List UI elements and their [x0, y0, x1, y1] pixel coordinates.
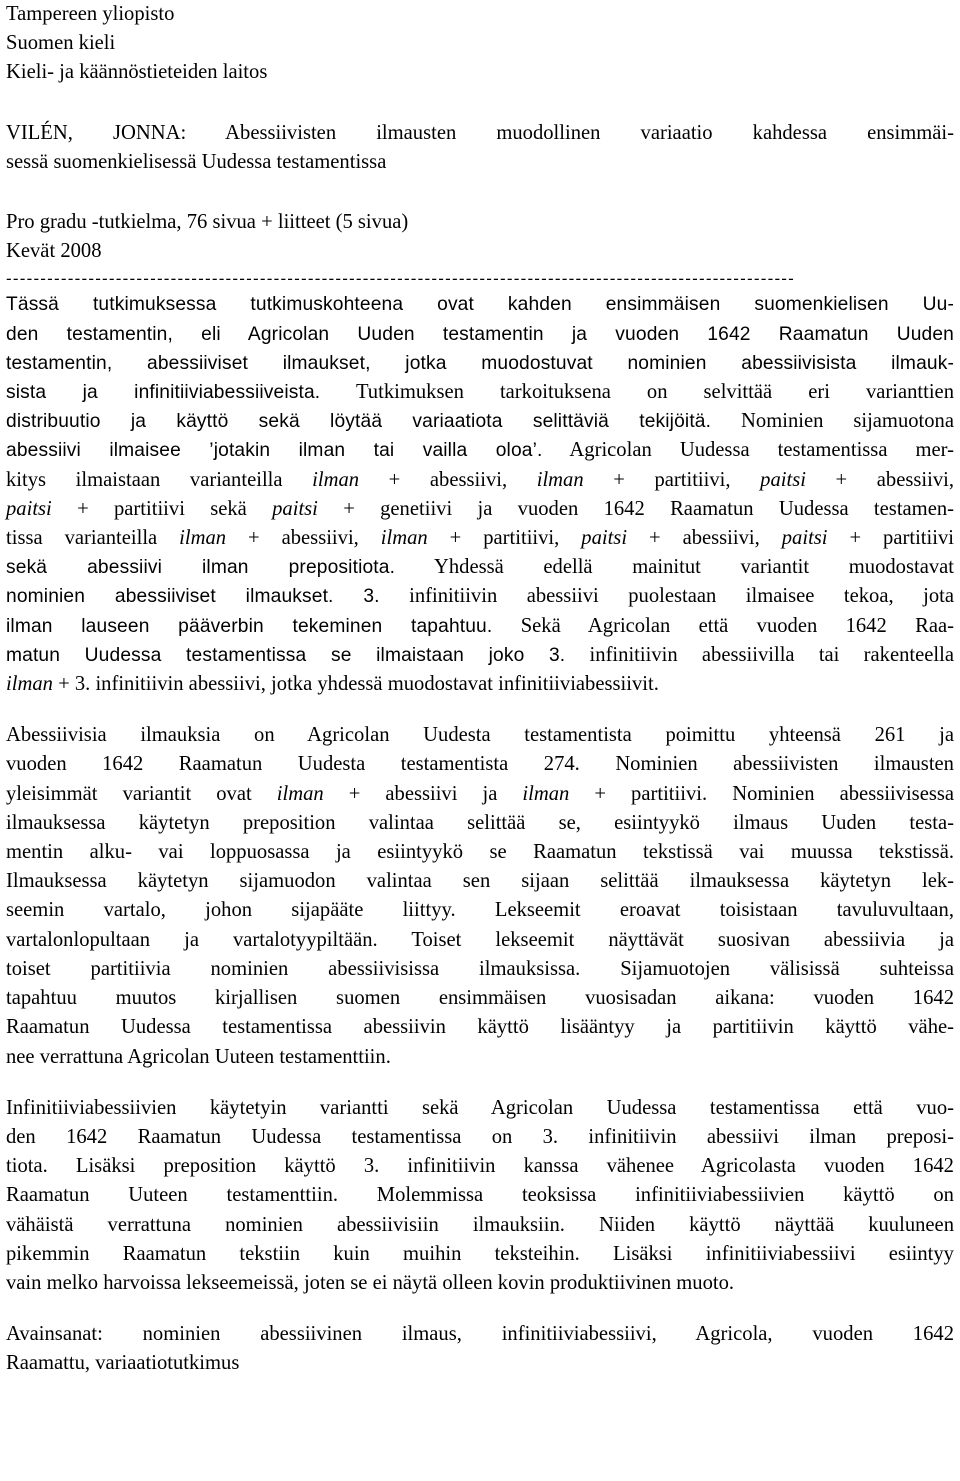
abstract-p2-line [6, 926, 954, 955]
abstract-p1-text: + partitiivi [827, 527, 954, 550]
abstract-p1-text: + partitiivi sekä [51, 497, 273, 520]
abstract-p1-text: + partitiivi, [427, 527, 582, 550]
abstract-p1-line [6, 553, 954, 582]
abstract-p3-line [6, 1211, 954, 1240]
abstract-p2-text: vuoden 1642 Raamatun Uudesta testamentista 274. [6, 753, 580, 776]
abstract-p1-line: den testamentin, eli Agricolan Uuden testamentin ja vuoden 1642 Raamatun Uuden [6, 323, 954, 345]
abstract-p3-line: Infinitiiviabessiivien käytetyin variantti sekä Agricolan Uudessa testamentissa että vuo- [6, 1096, 954, 1119]
abstract-p2-text: Nominien abessiivisessa [732, 782, 955, 805]
abstract-p1-text: sekä abessiivi ilman prepositiota. [6, 557, 396, 579]
work-type: Pro gradu -tutkielma, 76 sivua + liitteet (5 sivua) [6, 211, 409, 234]
italic-term: paitsi [6, 497, 52, 520]
abstract-p1-text: Tutkimuksen tarkoituksena on selvittää eri varianttien [355, 381, 954, 404]
spacer [6, 699, 954, 721]
abstract-p2-text: toiset partitiivia nominien abessiivisissa ilmauksissa. [6, 957, 581, 980]
abstract-p1-text: abessiivi ilmaisee ’jotakin ilman tai vailla oloa’. [6, 440, 543, 462]
abstract-p1-text: infinitiivin abessiivi puolestaan ilmaisee tekoa, jota [409, 585, 954, 608]
abstract-p1-text: matun Uudessa testamentissa se ilmaistaan joko 3. [6, 644, 566, 666]
abstract-p2-line [6, 955, 954, 984]
abstract-p3-line [6, 1240, 954, 1269]
spacer [6, 177, 954, 208]
abstract-p1-text: kitys ilmaistaan varianteilla [6, 468, 313, 491]
abstract-p2-text: Nominien abessiivisten ilmausten [615, 753, 954, 776]
abstract-p1-text: + abessiivi, [226, 527, 381, 550]
abstract-p3-line [6, 1181, 954, 1210]
spacer [6, 1298, 954, 1320]
abstract-p2-line: nee verrattuna Agricolan Uuteen testamenttiin. [6, 1045, 391, 1068]
abstract-p1-line [6, 524, 954, 553]
italic-term: ilman [380, 527, 428, 550]
abstract-p3-text: Raamatun Uuteen testamenttiin. [6, 1184, 339, 1207]
abstract-paragraph-2 [6, 721, 954, 1071]
dashed-divider: ------------------------------------------------------------------------------------------------------------------- [6, 269, 796, 289]
abstract-p2-text: Sijamuotojen välisissä suhteissa [620, 957, 954, 980]
abstract-p1-text: ilman lauseen pääverbin tekeminen tapahtuu. [6, 615, 493, 637]
abstract-p1-text: Sekä Agricolan että vuoden 1642 Raa- [520, 614, 954, 637]
abstract-p1-text: nominien abessiiviset ilmaukset. 3. [6, 586, 380, 608]
abstract-p2-line [6, 750, 954, 779]
abstract-p3-text: Lisäksi preposition käyttö 3. infinitiivin kanssa vähenee Agricolasta vuoden 1642 [75, 1155, 954, 1178]
abstract-p1-text: + 3. [52, 673, 91, 696]
department-name: Kieli- ja käännöstieteiden laitos [6, 61, 268, 84]
abstract-p1-line [6, 495, 954, 524]
abstract-p1-line [6, 641, 954, 670]
abstract-p1-line [6, 582, 954, 611]
abstract-p2-line: Raamatun Uudessa testamentissa abessiivin käyttö lisääntyy ja partitiivin käyttö vähe- [6, 1016, 954, 1039]
abstract-p2-text: yleisimmät variantit ovat [6, 782, 277, 805]
abstract-p2-line [6, 896, 954, 925]
abstract-paragraph-1 [6, 290, 954, 699]
abstract-p1-text: tissa varianteilla [6, 527, 180, 550]
abstract-p2-line: ilmauksessa käytetyn preposition valintaa selittää se, esiintyykö ilmaus Uuden testa- [6, 811, 954, 834]
abstract-p2-line: Ilmauksessa käytetyn sijamuodon valintaa sen sijaan selittää ilmauksessa käytetyn lek- [6, 870, 954, 893]
abstract-p1-text: + abessiivi, [627, 527, 782, 550]
abstract-p2-text: seemin vartalo, johon sijapääte liittyy. [6, 899, 456, 922]
italic-term: ilman [276, 782, 324, 805]
abstract-p2-line: mentin alku- vai loppuosassa ja esiintyykö se Raamatun tekstissä vai muussa tekstissä. [6, 841, 954, 864]
university-name: Tampereen yliopisto [6, 3, 175, 25]
abstract-p1-text: + abessiivi, [359, 468, 537, 491]
italic-term: paitsi [272, 497, 318, 520]
spacer [6, 1072, 954, 1094]
abstract-p1-text: + genetiivi ja vuoden 1642 Raamatun Uudessa testamen- [317, 497, 954, 520]
abstract-p3-text: Molemmissa teoksissa infinitiiviabessiivien käyttö on [376, 1184, 954, 1207]
thesis-title-line-1: VILÉN, JONNA: Abessiivisten ilmausten muodollinen variaatio kahdessa ensimmäi- [6, 121, 954, 144]
italic-term: ilman [179, 527, 227, 550]
abstract-p3-text: pikemmin Raamatun tekstiin kuin muihin teksteihin. [6, 1242, 580, 1265]
abstract-p1-line [6, 670, 954, 699]
abstract-p2-text: vartalonlopultaan ja vartalotyypiltään. [6, 928, 378, 951]
abstract-p3-text: vähäistä verrattuna nominien abessiivisiin ilmauksiin. [6, 1213, 565, 1236]
abstract-p2-line: Abessiivisia ilmauksia on Agricolan Uudesta testamentista poimittu yhteensä 261 ja [6, 724, 954, 747]
abstract-p1-text: distribuutio ja käyttö sekä löytää variaatiota selittäviä tekijöitä. [6, 411, 712, 433]
abstract-p1-text: infinitiivin abessiivilla tai rakenteella [589, 643, 954, 666]
italic-term: ilman [536, 468, 584, 491]
abstract-p3-line: vain melko harvoissa lekseemeissä, joten se ei näytä olleen kovin produktiivinen muoto. [6, 1271, 735, 1294]
abstract-p1-line [6, 612, 954, 641]
abstract-p2-text: Toiset lekseemit näyttävät suosivan abessiivia ja [411, 928, 954, 951]
abstract-p3-text: Lisäksi infinitiiviabessiivi esiintyy [613, 1242, 954, 1265]
abstract-p1-line [6, 466, 954, 495]
abstract-p1-line [6, 407, 954, 436]
keywords-line: Raamattu, variaatiotutkimus [6, 1352, 240, 1375]
italic-term: ilman [312, 468, 360, 491]
abstract-p1-text: sista ja infinitiiviabessiiveista. [6, 382, 321, 404]
abstract-p3-text: tiota. [6, 1155, 48, 1178]
abstract-p2-text: + abessiivi ja [323, 782, 523, 805]
abstract-p3-line: den 1642 Raamatun Uudessa testamentissa on 3. infinitiivin abessiivi ilman preposi- [6, 1125, 954, 1148]
thesis-title-line-2: sessä suomenkielisessä Uudessa testamentissa [6, 150, 387, 173]
abstract-p2-line: tapahtuu muutos kirjallisen suomen ensimmäisen vuosisadan aikana: vuoden 1642 [6, 987, 954, 1010]
abstract-p1-text: Agricolan Uudessa testamentissa mer- [569, 439, 954, 462]
italic-term: ilman [6, 673, 53, 696]
abstract-p1-text: infinitiivin abessiivi, jotka yhdessä muodostavat infinitiiviabessiivit. [95, 673, 659, 696]
term: Kevät 2008 [6, 240, 102, 263]
abstract-p1-text: Nominien sijamuotona [741, 410, 954, 433]
abstract-p3-line [6, 1152, 954, 1181]
abstract-p2-line [6, 780, 954, 809]
spacer [6, 88, 954, 119]
header-block [6, 0, 954, 290]
italic-term: paitsi [781, 527, 828, 550]
abstract-p1-text: + partitiivi, [583, 468, 761, 491]
abstract-p1-line [6, 436, 954, 465]
abstract-p1-text: + abessiivi, [805, 468, 954, 491]
abstract-p1-line [6, 378, 954, 407]
abstract-p3-text: Niiden käyttö näyttää kuuluneen [599, 1213, 954, 1236]
italic-term: paitsi [760, 468, 806, 491]
abstract-p1-text: Yhdessä edellä mainitut variantit muodostavat [433, 556, 955, 579]
abstract-p1-line: testamentin, abessiiviset ilmaukset, jotka muodostuvat nominien abessiivisista ilmauk- [6, 352, 954, 374]
subject-name: Suomen kieli [6, 32, 116, 55]
abstract-paragraph-3 [6, 1094, 954, 1298]
italic-term: ilman [522, 782, 570, 805]
italic-term: paitsi [581, 527, 628, 550]
keywords-block [6, 1320, 954, 1378]
keywords-line: Avainsanat: nominien abessiivinen ilmaus, infinitiiviabessiivi, Agricola, vuoden 1642 [6, 1323, 954, 1346]
abstract-p2-text: + partitiivi. [569, 782, 708, 805]
abstract-p2-text: Lekseemit eroavat toisistaan tavuluvultaan, [494, 899, 954, 922]
abstract-p1-line: Tässä tutkimuksessa tutkimuskohteena ovat kahden ensimmäisen suomenkielisen Uu- [6, 294, 954, 316]
